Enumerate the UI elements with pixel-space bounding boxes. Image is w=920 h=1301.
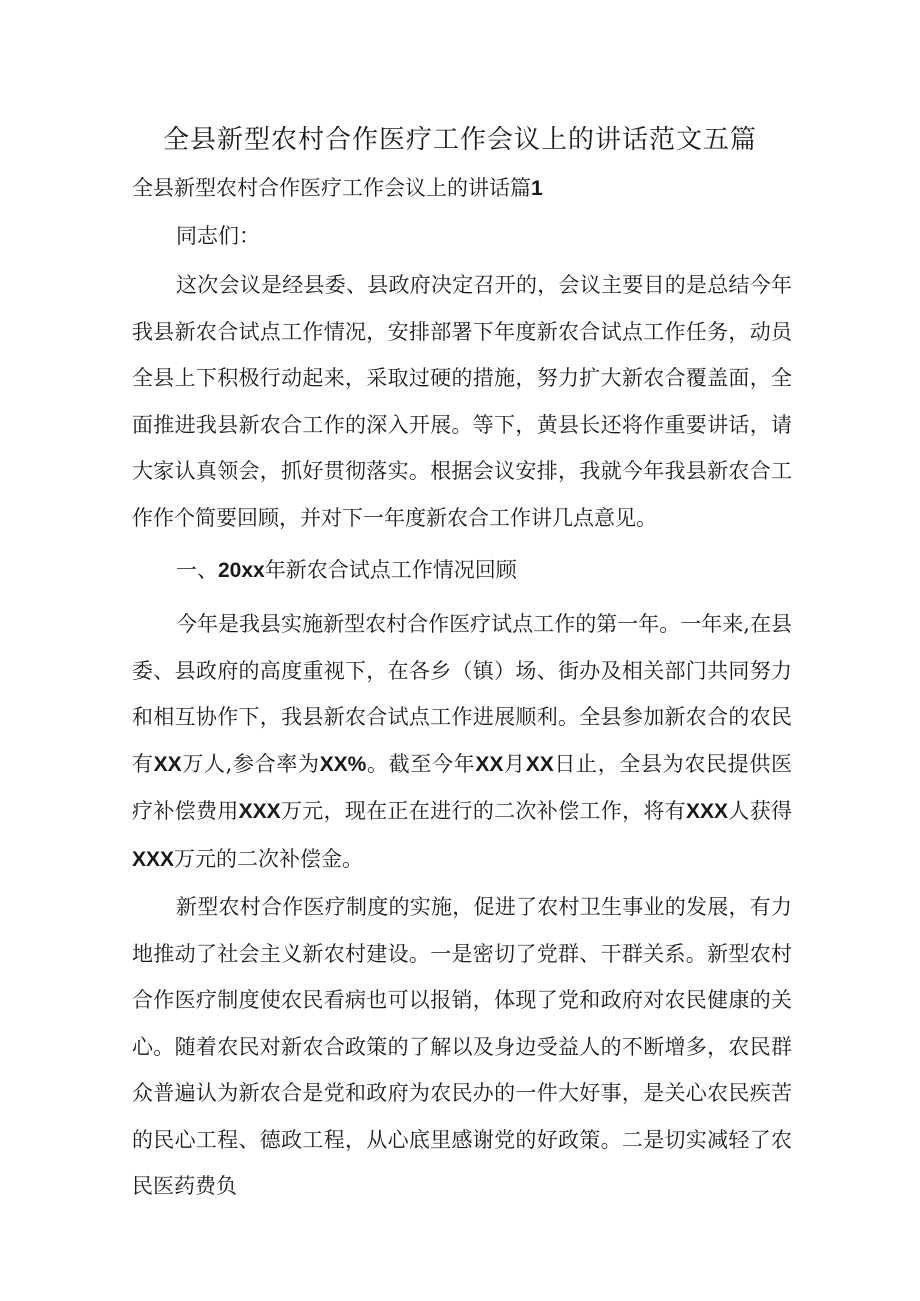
body-paragraph: 这次会议是经县委、县政府决定召开的，会议主要目的是总结今年我县新农合试点工作情况，安排部署下年度新农合试点工作任务，动员全县上下积极行动起来，采取过硬的措施，努力扩大新农合覆盖面，全面推进我县新农合工作的深入开展。等下，黄县长还将作重要讲话，请大家认真领会，抓好贯彻落实。根据会议安排，我就今年我县新农合工作作个简要回顾，并对下一年度新农合工作讲几点意见。 <box>132 273 792 530</box>
speech-subtitle: 全县新型农村合作医疗工作会议上的讲话篇1 <box>132 176 543 200</box>
salutation: 同志们： <box>176 224 260 248</box>
body-paragraph: 新型农村合作医疗制度的实施，促进了农村卫生事业的发展，有力地推动了社会主义新农村建设。一是密切了党群、干群关系。新型农村合作医疗制度使农民看病也可以报销，体现了党和政府对农民健康的关心。随着农民对新农合政策的了解以及身边受益人的不断增多，农民群众普遍认为新农合是党和政府为农民办的一件大好事，是关心农民疾苦的民心工程、德政工程，从心底里感谢党的好政策。二是切实减轻了农民医药费负 <box>132 895 792 1198</box>
document-title: 全县新型农村合作医疗工作会议上的讲话范文五篇 <box>162 125 757 155</box>
body-paragraph: 今年是我县实施新型农村合作医疗试点工作的第一年。一年来,在县委、县政府的高度重视下，在各乡（镇）场、街办及相关部门共同努力和相互协作下，我县新农合试点工作进展顺利。全县参加新农合的农民有XX万人,参合率为XX%。截至今年XX月XX日止，全县为农民提供医疗补偿费用XXX万元，现在正在进行的二次补偿工作，将有XXX人获得XXX万元的二次补偿金。 <box>132 612 793 871</box>
section-heading: 一、20xx年新农合试点工作情况回顾 <box>176 558 517 582</box>
